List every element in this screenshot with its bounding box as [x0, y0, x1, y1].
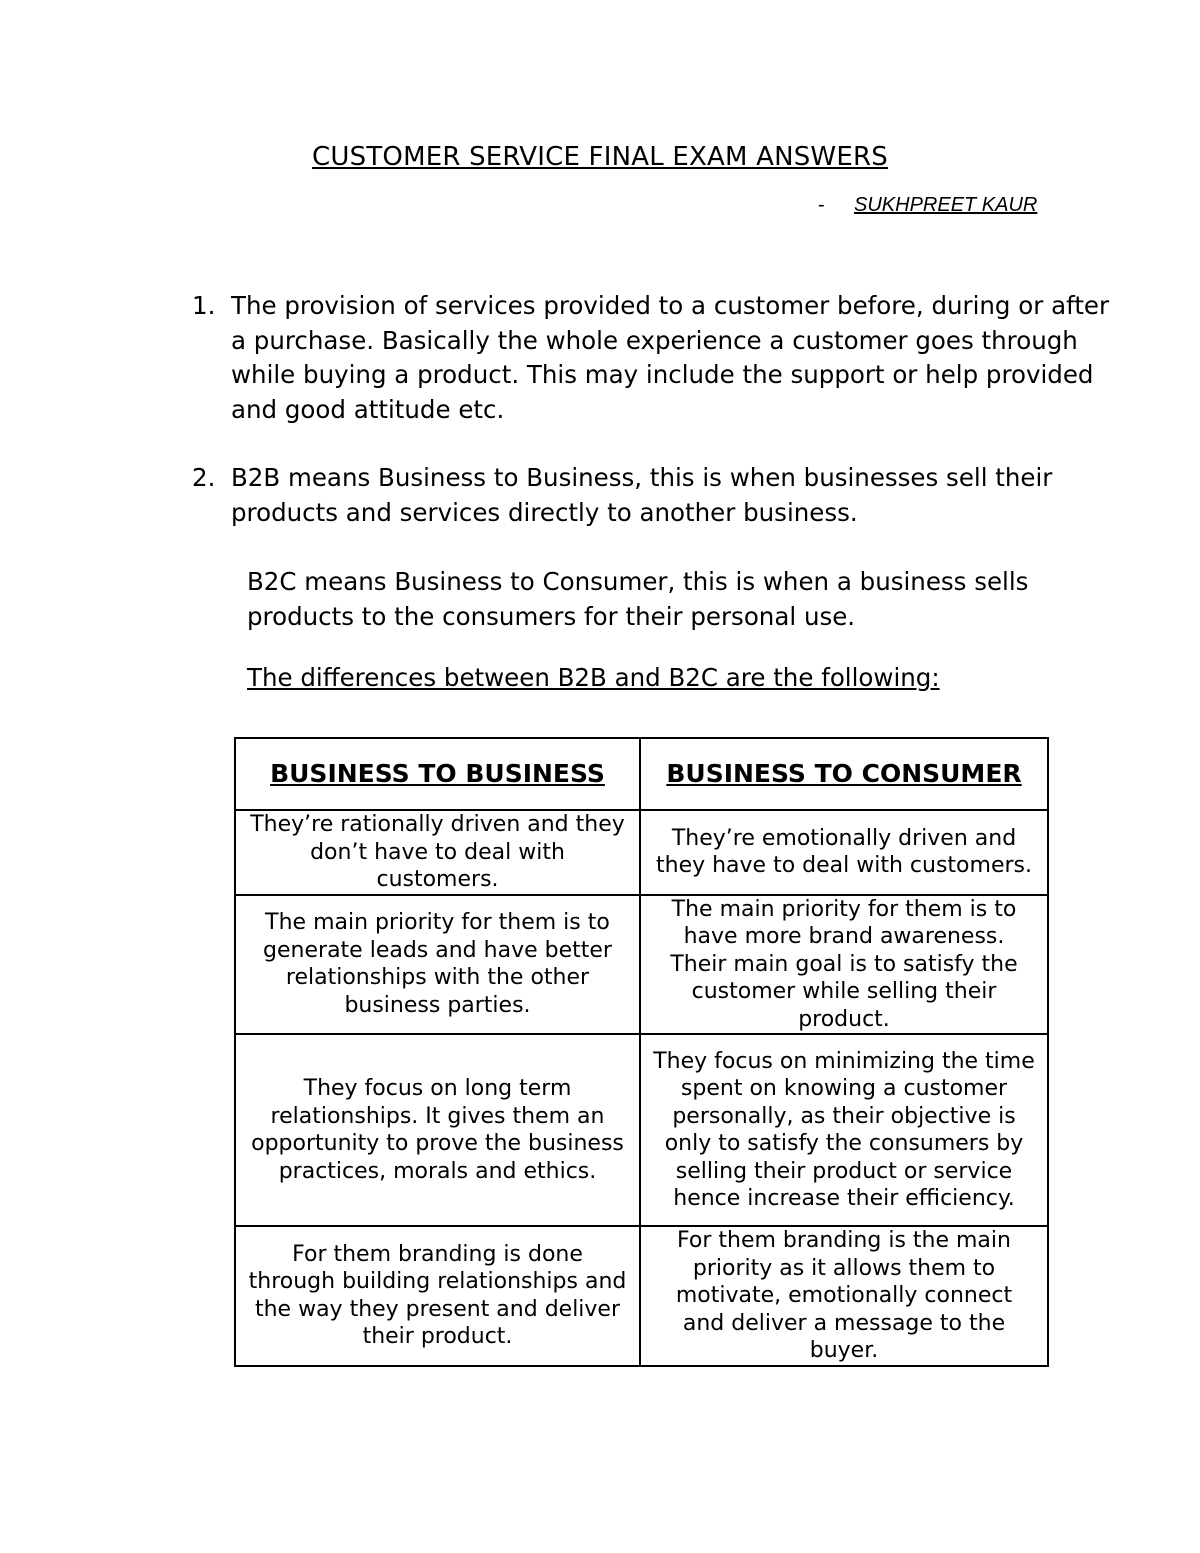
table-row [235, 1226, 1048, 1366]
answer-text: The provision of services provided to a customer before, during or after a purchase. Basically the whole experience a customer goes through while buying a product. This may include the support or help provided and good attitude etc. [231, 291, 1110, 424]
table-cell-b2b: They focus on long term relationships. It gives them an opportunity to prove the business practices, morals and ethics. [235, 1034, 640, 1226]
table-cell-b2b: They’re rationally driven and they don’t have to deal with customers. [235, 810, 640, 895]
table-cell-b2c: For them branding is the main priority as it allows them to motivate, emotionally connect and deliver a message to the buyer. [640, 1226, 1048, 1366]
b2c-paragraph: B2C means Business to Consumer, this is when a business sells products to the consumers for their personal use. [247, 567, 1029, 631]
table-header-row [235, 738, 1048, 810]
differences-heading: The differences between B2B and B2C are the following: [247, 663, 940, 692]
answer-number: 2. [192, 463, 216, 492]
table-cell-b2c: The main priority for them is to have more brand awareness. Their main goal is to satisfy the customer while selling their product. [640, 895, 1048, 1035]
table-cell-b2c: They focus on minimizing the time spent on knowing a customer personally, as their objective is only to satisfy the consumers by selling their product or service hence increase their efficiency. [640, 1034, 1048, 1226]
document-title: CUSTOMER SERVICE FINAL EXAM ANSWERS [312, 142, 888, 172]
table-cell-b2b: For them branding is done through building relationships and the way they present and deliver their product. [235, 1226, 640, 1366]
answer-number: 1. [192, 291, 216, 320]
author-name: SUKHPREET KAUR [854, 194, 1038, 216]
table-cell-b2b: The main priority for them is to generate leads and have better relationships with the other business parties. [235, 895, 640, 1035]
table-row [235, 1034, 1048, 1226]
answer-text: B2B means Business to Business, this is when businesses sell their products and services directly to another business. [231, 463, 1053, 527]
table-row [235, 810, 1048, 895]
table-header-b2b: BUSINESS TO BUSINESS [235, 738, 640, 810]
table-cell-b2c: They’re emotionally driven and they have to deal with customers. [640, 810, 1048, 895]
comparison-table [234, 737, 1049, 1367]
table-row [235, 895, 1048, 1035]
author-dash: - [818, 194, 825, 216]
table-header-b2c: BUSINESS TO CONSUMER [640, 738, 1048, 810]
author-line [818, 192, 1078, 218]
